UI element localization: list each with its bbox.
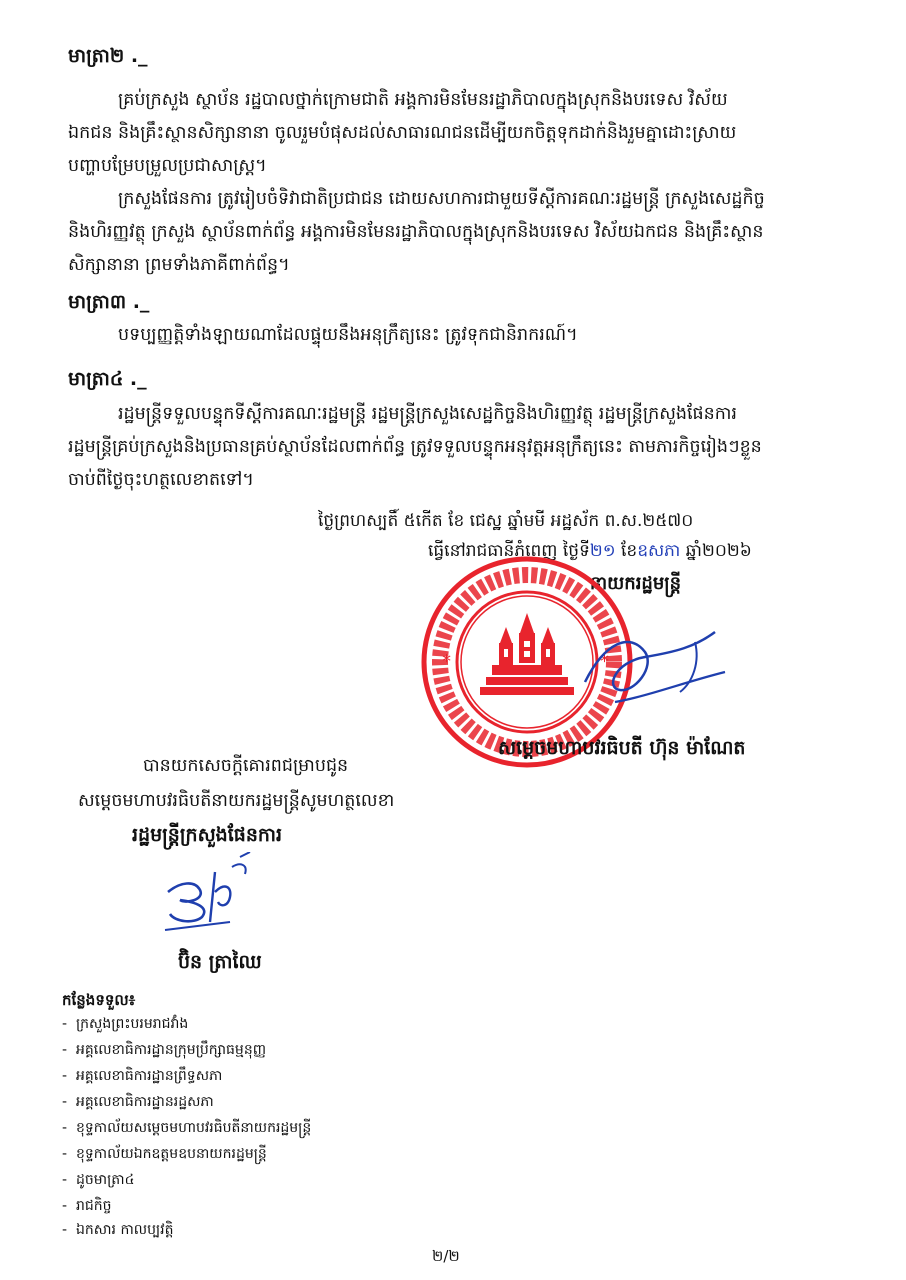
minister-name: ប៊ិន ត្រាឈៃ [178,951,262,973]
minister-signature-icon [160,852,265,937]
page-number: ២/២ [432,1247,460,1265]
recipient-item: - ខុទ្ទកាល័យឯកឧត្តមឧបនាយករដ្ឋមន្ត្រី [62,1146,267,1162]
recipient-item: - ខុទ្ទកាល័យសម្តេចមហាបវរធិបតីនាយករដ្ឋមន្ត្រី [62,1120,312,1136]
minister-title: រដ្ឋមន្ត្រីក្រសួងផែនការ [132,824,283,846]
article-2-p2-line2: និងហិរញ្ញវត្ថុ ក្រសួង ស្ថាប័នពាក់ព័ន្ធ អង្គការមិនមែនរដ្ឋាភិបាលក្នុងស្រុកនិងបរទេស វិស័យឯកជន និងគ្រឹះស្ថាន [68,222,764,242]
article-2-p1-line3: បញ្ហាបម្រែបម្រួលប្រជាសាស្ត្រ។ [68,156,267,176]
article-2-p2-line3: សិក្សានានា ព្រមទាំងភាគីពាក់ព័ន្ធ។ [68,255,290,275]
article-2-p1-line1: គ្រប់ក្រសួង ស្ថាប័ន រដ្ឋបាលថ្នាក់ក្រោមជាតិ អង្គការមិនមែនរដ្ឋាភិបាលក្នុងស្រុកនិងបរទេស វិស័យ [118,90,728,110]
article-4-p1-line3: ចាប់ពីថ្ងៃចុះហត្ថលេខាតទៅ។ [68,470,254,490]
recipient-item: - អគ្គលេខាធិការដ្ឋានរដ្ឋសភា [62,1094,214,1110]
recipients-title: កន្លែងទទួល៖ [62,991,136,1009]
recipient-item: - ឯកសារ កាលប្បវត្តិ [62,1222,174,1238]
recipient-item: - អគ្គលេខាធិការដ្ឋានព្រឹទ្ធសភា [62,1068,223,1084]
recipient-item: - ដូចមាត្រា៤ [62,1172,135,1188]
article-3-p1-line1: បទប្បញ្ញត្តិទាំងឡាយណាដែលផ្ទុយនឹងអនុក្រឹត្យនេះ ត្រូវទុកជានិរាករណ៍។ [118,325,578,345]
article-2-heading: មាត្រា២ ._ [68,45,148,67]
article-4-heading: មាត្រា៤ ._ [68,368,147,390]
submission-line-2: សម្តេចមហាបវរធិបតីនាយករដ្ឋមន្ត្រីសូមហត្ថលេខា [78,791,395,811]
article-4-p1-line2: រដ្ឋមន្ត្រីគ្រប់ក្រសួងនិងប្រធានគ្រប់ស្ថាប័នដែលពាក់ព័ន្ធ ត្រូវទទួលបន្ទុកអនុវត្តអនុក្រឹត្យនេះ តាមភារកិច្ចរៀងៗខ្លួន [68,437,762,457]
handwritten-month: ឧសភា [637,541,681,561]
submission-line-1: បានយកសេចក្តីគោរពជម្រាបជូន [143,756,349,776]
pm-title: នាយករដ្ឋមន្ត្រី [590,573,682,594]
pm-signature-icon [575,612,755,722]
article-3-heading: មាត្រា៣ ._ [68,291,150,313]
handwritten-day: ២១ [589,541,616,561]
place-prefix: ធ្វើនៅរាជធានីភ្នំពេញ ថ្ងៃទី [428,541,590,561]
pm-name: សម្តេចមហាបវរធិបតី ហ៊ុន ម៉ាណែត [498,737,746,759]
svg-text:*: * [442,651,451,672]
recipient-item: - អគ្គលេខាធិការដ្ឋានក្រុមប្រឹក្សាធម្មនុញ្ញ [62,1042,267,1058]
article-2-p2-line1: ក្រសួងផែនការ ត្រូវរៀបចំទិវាជាតិប្រជាជន ដោយសហការជាមួយទីស្តីការគណៈរដ្ឋមន្ត្រី ក្រសួងសេដ្ឋកិច្ច [118,189,765,209]
article-2-p1-line2: ឯកជន និងគ្រឹះស្ថានសិក្សានានា ចូលរួមបំផុសដល់សាធារណជនដើម្បីយកចិត្តទុកដាក់និងរួមគ្នាដោះស្រាយ [68,123,737,143]
svg-text:*: * [600,651,609,672]
lunar-date: ថ្ងៃព្រហស្បតិ៍ ៥កើត ខែ ជេស្ឋ ឆ្នាំមមី អដ្ឋស័ក ព.ស.២៥៧០ [318,511,694,531]
year: ឆ្នាំ២០២៦ [685,541,752,561]
recipient-item: - រាជកិច្ច [62,1198,112,1214]
article-4-p1-line1: រដ្ឋមន្ត្រីទទួលបន្ទុកទីស្តីការគណៈរដ្ឋមន្ត្រី រដ្ឋមន្ត្រីក្រសួងសេដ្ឋកិច្ចនិងហិរញ្ញវត្ថុ រដ្ឋមន្ត្រីក្រសួងផែនការ [118,404,737,424]
recipient-item: - ក្រសួងព្រះបរមរាជវាំង [62,1016,189,1032]
month-prefix: ខែ [621,541,638,561]
